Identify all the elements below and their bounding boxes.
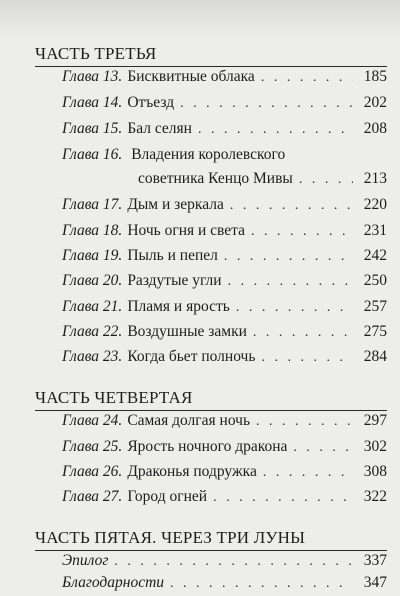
- toc-entry[interactable]: [62, 196, 387, 218]
- chapter-label: Глава 27.: [62, 488, 123, 505]
- page-number: 337: [363, 552, 387, 569]
- part-heading-four: ЧАСТЬ ЧЕТВЕРТАЯ: [35, 388, 193, 407]
- dot-leader: [170, 576, 353, 592]
- toc-entry[interactable]: [62, 438, 387, 460]
- toc-entry[interactable]: [62, 348, 387, 370]
- chapter-label: Глава 22.: [62, 323, 123, 340]
- bleed-through-shadow: [0, 0, 400, 40]
- chapter-title: Дым и зеркала: [127, 196, 224, 213]
- chapter-title: Раздутые угли: [127, 272, 222, 289]
- part-divider: [35, 410, 387, 411]
- chapter-label: Глава 24.: [62, 412, 123, 429]
- dot-leader: [230, 198, 353, 214]
- chapter-title: Драконья подружка: [127, 463, 257, 480]
- page-number: 208: [363, 120, 387, 137]
- dot-leader: [228, 274, 353, 290]
- page-number: 220: [363, 196, 387, 213]
- part-divider: [35, 550, 387, 551]
- chapter-label: Глава 16.: [62, 146, 123, 163]
- part-divider: [35, 66, 387, 67]
- chapter-label: Глава 17.: [62, 196, 123, 213]
- dot-leader: [114, 554, 353, 570]
- chapter-label: Глава 26.: [62, 463, 123, 480]
- toc-entry-epilogue[interactable]: [62, 552, 387, 574]
- page-number: 308: [363, 463, 387, 480]
- chapter-label: Глава 23.: [62, 348, 123, 365]
- dot-leader: [198, 122, 353, 138]
- page-number: 202: [363, 94, 387, 111]
- chapter-label: Глава 13.: [62, 68, 123, 85]
- chapter-label: Глава 25.: [62, 438, 123, 455]
- dot-leader: [251, 224, 353, 240]
- page-number: 347: [363, 574, 387, 591]
- toc-entry[interactable]: [62, 247, 387, 269]
- chapter-title: Воздушные замки: [127, 323, 247, 340]
- dot-leader: [253, 325, 353, 341]
- dot-leader: [263, 465, 353, 481]
- toc-entry[interactable]: [62, 298, 387, 320]
- chapter-title-continued: советника Кенцо Мивы: [138, 170, 293, 187]
- page-number: 231: [363, 222, 387, 239]
- chapter-title: Ярость ночного дракона: [127, 438, 288, 455]
- page-number: 297: [363, 412, 387, 429]
- toc-entry[interactable]: [62, 463, 387, 485]
- chapter-title: Самая долгая ночь: [127, 412, 251, 429]
- toc-entry[interactable]: [62, 68, 387, 90]
- page-number: 185: [363, 68, 387, 85]
- chapter-label: Глава 20.: [62, 272, 123, 289]
- page-number: 302: [363, 438, 387, 455]
- toc-entry[interactable]: [62, 120, 387, 142]
- dot-leader: [261, 350, 353, 366]
- chapter-label: Глава 21.: [62, 298, 123, 315]
- chapter-title: Когда бьет полночь: [127, 348, 256, 365]
- page-number: 242: [363, 247, 387, 264]
- page-number: 284: [363, 348, 387, 365]
- chapter-label: Глава 18.: [62, 222, 123, 239]
- dot-leader: [213, 490, 353, 506]
- epilogue-title: Эпилог: [62, 552, 109, 569]
- toc-entry[interactable]: [62, 222, 387, 244]
- chapter-label: Глава 19.: [62, 247, 123, 264]
- chapter-label: Глава 15.: [62, 120, 123, 137]
- toc-entry[interactable]: [62, 94, 387, 116]
- page-number: 257: [363, 298, 387, 315]
- page-number: 275: [363, 323, 387, 340]
- toc-entry[interactable]: [62, 272, 387, 294]
- chapter-title: Пламя и ярость: [127, 298, 230, 315]
- part-heading-three: ЧАСТЬ ТРЕТЬЯ: [35, 44, 157, 63]
- dot-leader: [261, 70, 353, 86]
- chapter-title: Ночь огня и света: [127, 222, 246, 239]
- toc-entry-line2[interactable]: [138, 170, 387, 192]
- dot-leader: [299, 172, 353, 188]
- toc-entry-acknowledgements[interactable]: [62, 574, 387, 596]
- part-heading-five: ЧАСТЬ ПЯТАЯ. ЧЕРЕЗ ТРИ ЛУНЫ: [35, 528, 306, 547]
- chapter-label: Глава 14.: [62, 94, 123, 111]
- page-number: 213: [363, 170, 387, 187]
- chapter-title: Отъезд: [127, 94, 175, 111]
- toc-entry[interactable]: [62, 412, 387, 434]
- dot-leader: [293, 440, 353, 456]
- acknowledgements-title: Благодарности: [62, 574, 165, 591]
- page-number: 250: [363, 272, 387, 289]
- chapter-title: Бисквитные облака: [127, 68, 255, 85]
- dot-leader: [180, 96, 353, 112]
- chapter-title: Город огней: [127, 488, 208, 505]
- dot-leader: [224, 249, 353, 265]
- toc-entry[interactable]: [62, 323, 387, 345]
- dot-leader: [236, 300, 353, 316]
- chapter-title: Владения королевского: [131, 146, 286, 163]
- page-number: 322: [363, 488, 387, 505]
- toc-entry-line1[interactable]: [62, 146, 285, 164]
- dot-leader: [256, 414, 353, 430]
- toc-entry[interactable]: [62, 488, 387, 510]
- chapter-title: Пыль и пепел: [127, 247, 218, 264]
- chapter-title: Бал селян: [127, 120, 192, 137]
